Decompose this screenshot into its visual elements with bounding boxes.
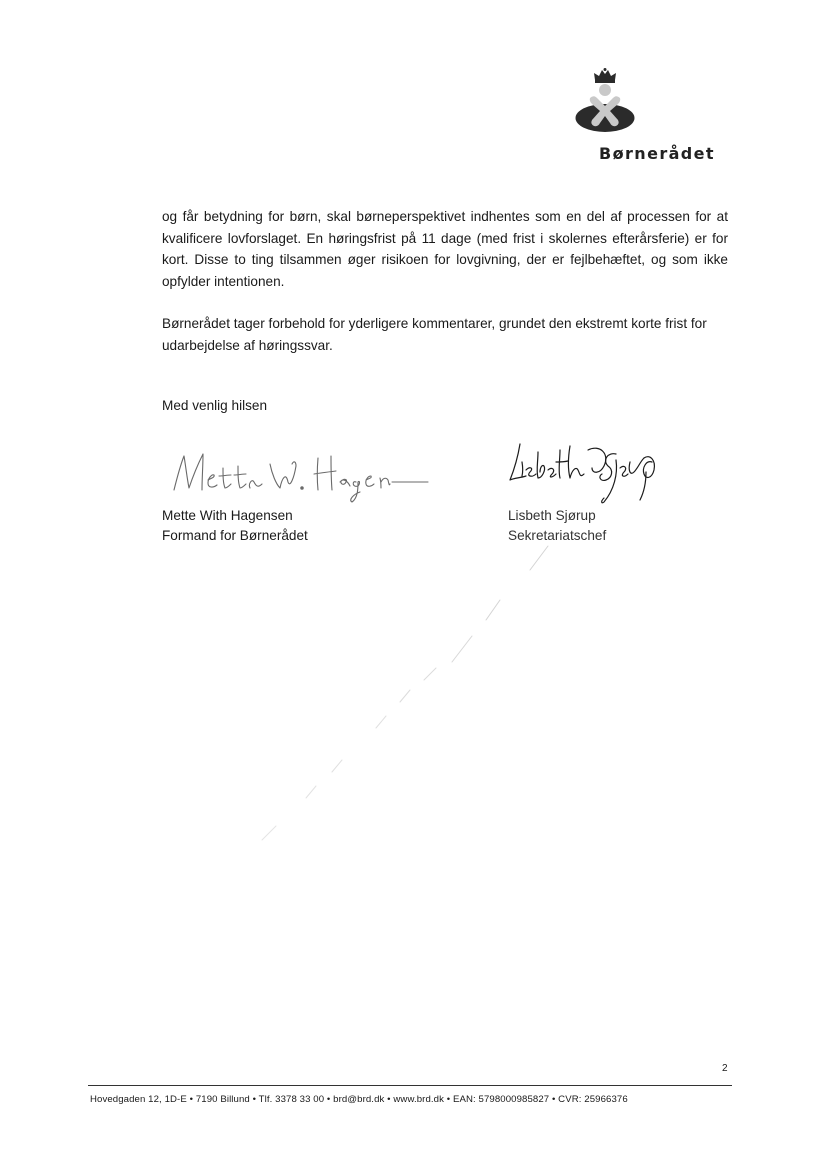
- footer-divider: [88, 1085, 732, 1086]
- handwritten-signature-hagensen-icon: [168, 448, 434, 504]
- handwritten-signature-sjorup-icon: [508, 440, 660, 508]
- letter-body: [162, 206, 728, 377]
- signatory-1: [162, 506, 308, 546]
- brand-logo-icon: [574, 68, 636, 136]
- closing-greeting: Med venlig hilsen: [162, 398, 268, 413]
- body-paragraph-2: Børnerådet tager forbehold for yderligere kommentarer, grundet den ekstremt korte frist for udarbejdelse af høringssvar.: [162, 316, 707, 353]
- page-number: 2: [722, 1063, 728, 1074]
- brand-name: Børnerådet: [599, 144, 715, 163]
- signatory-1-name: Mette With Hagensen: [162, 508, 293, 523]
- signatory-2: [508, 506, 606, 546]
- signatory-2-name: Lisbeth Sjørup: [508, 508, 596, 523]
- signatory-1-title: Formand for Børnerådet: [162, 528, 308, 543]
- signatory-2-title: Sekretariatschef: [508, 528, 607, 543]
- footer-contact-line: Hovedgaden 12, 1D-E • 7190 Billund • Tlf. 3378 33 00 • brd@brd.dk • www.brd.dk • EAN: 5798000985827 • CVR: 25966376: [90, 1094, 628, 1105]
- body-paragraph-1: og får betydning for børn, skal børneperspektivet indhentes som en del af processen for at kvalificere lovforslaget. En høringsfrist på 11 dage (med frist i skolernes efterårsferie) er for kort. Disse to ting tilsammen øger risikoen for lovgivning, der er fejlbehæftet, og som ikke opfylder intentionen.: [162, 209, 728, 289]
- crown-icon: [594, 68, 616, 83]
